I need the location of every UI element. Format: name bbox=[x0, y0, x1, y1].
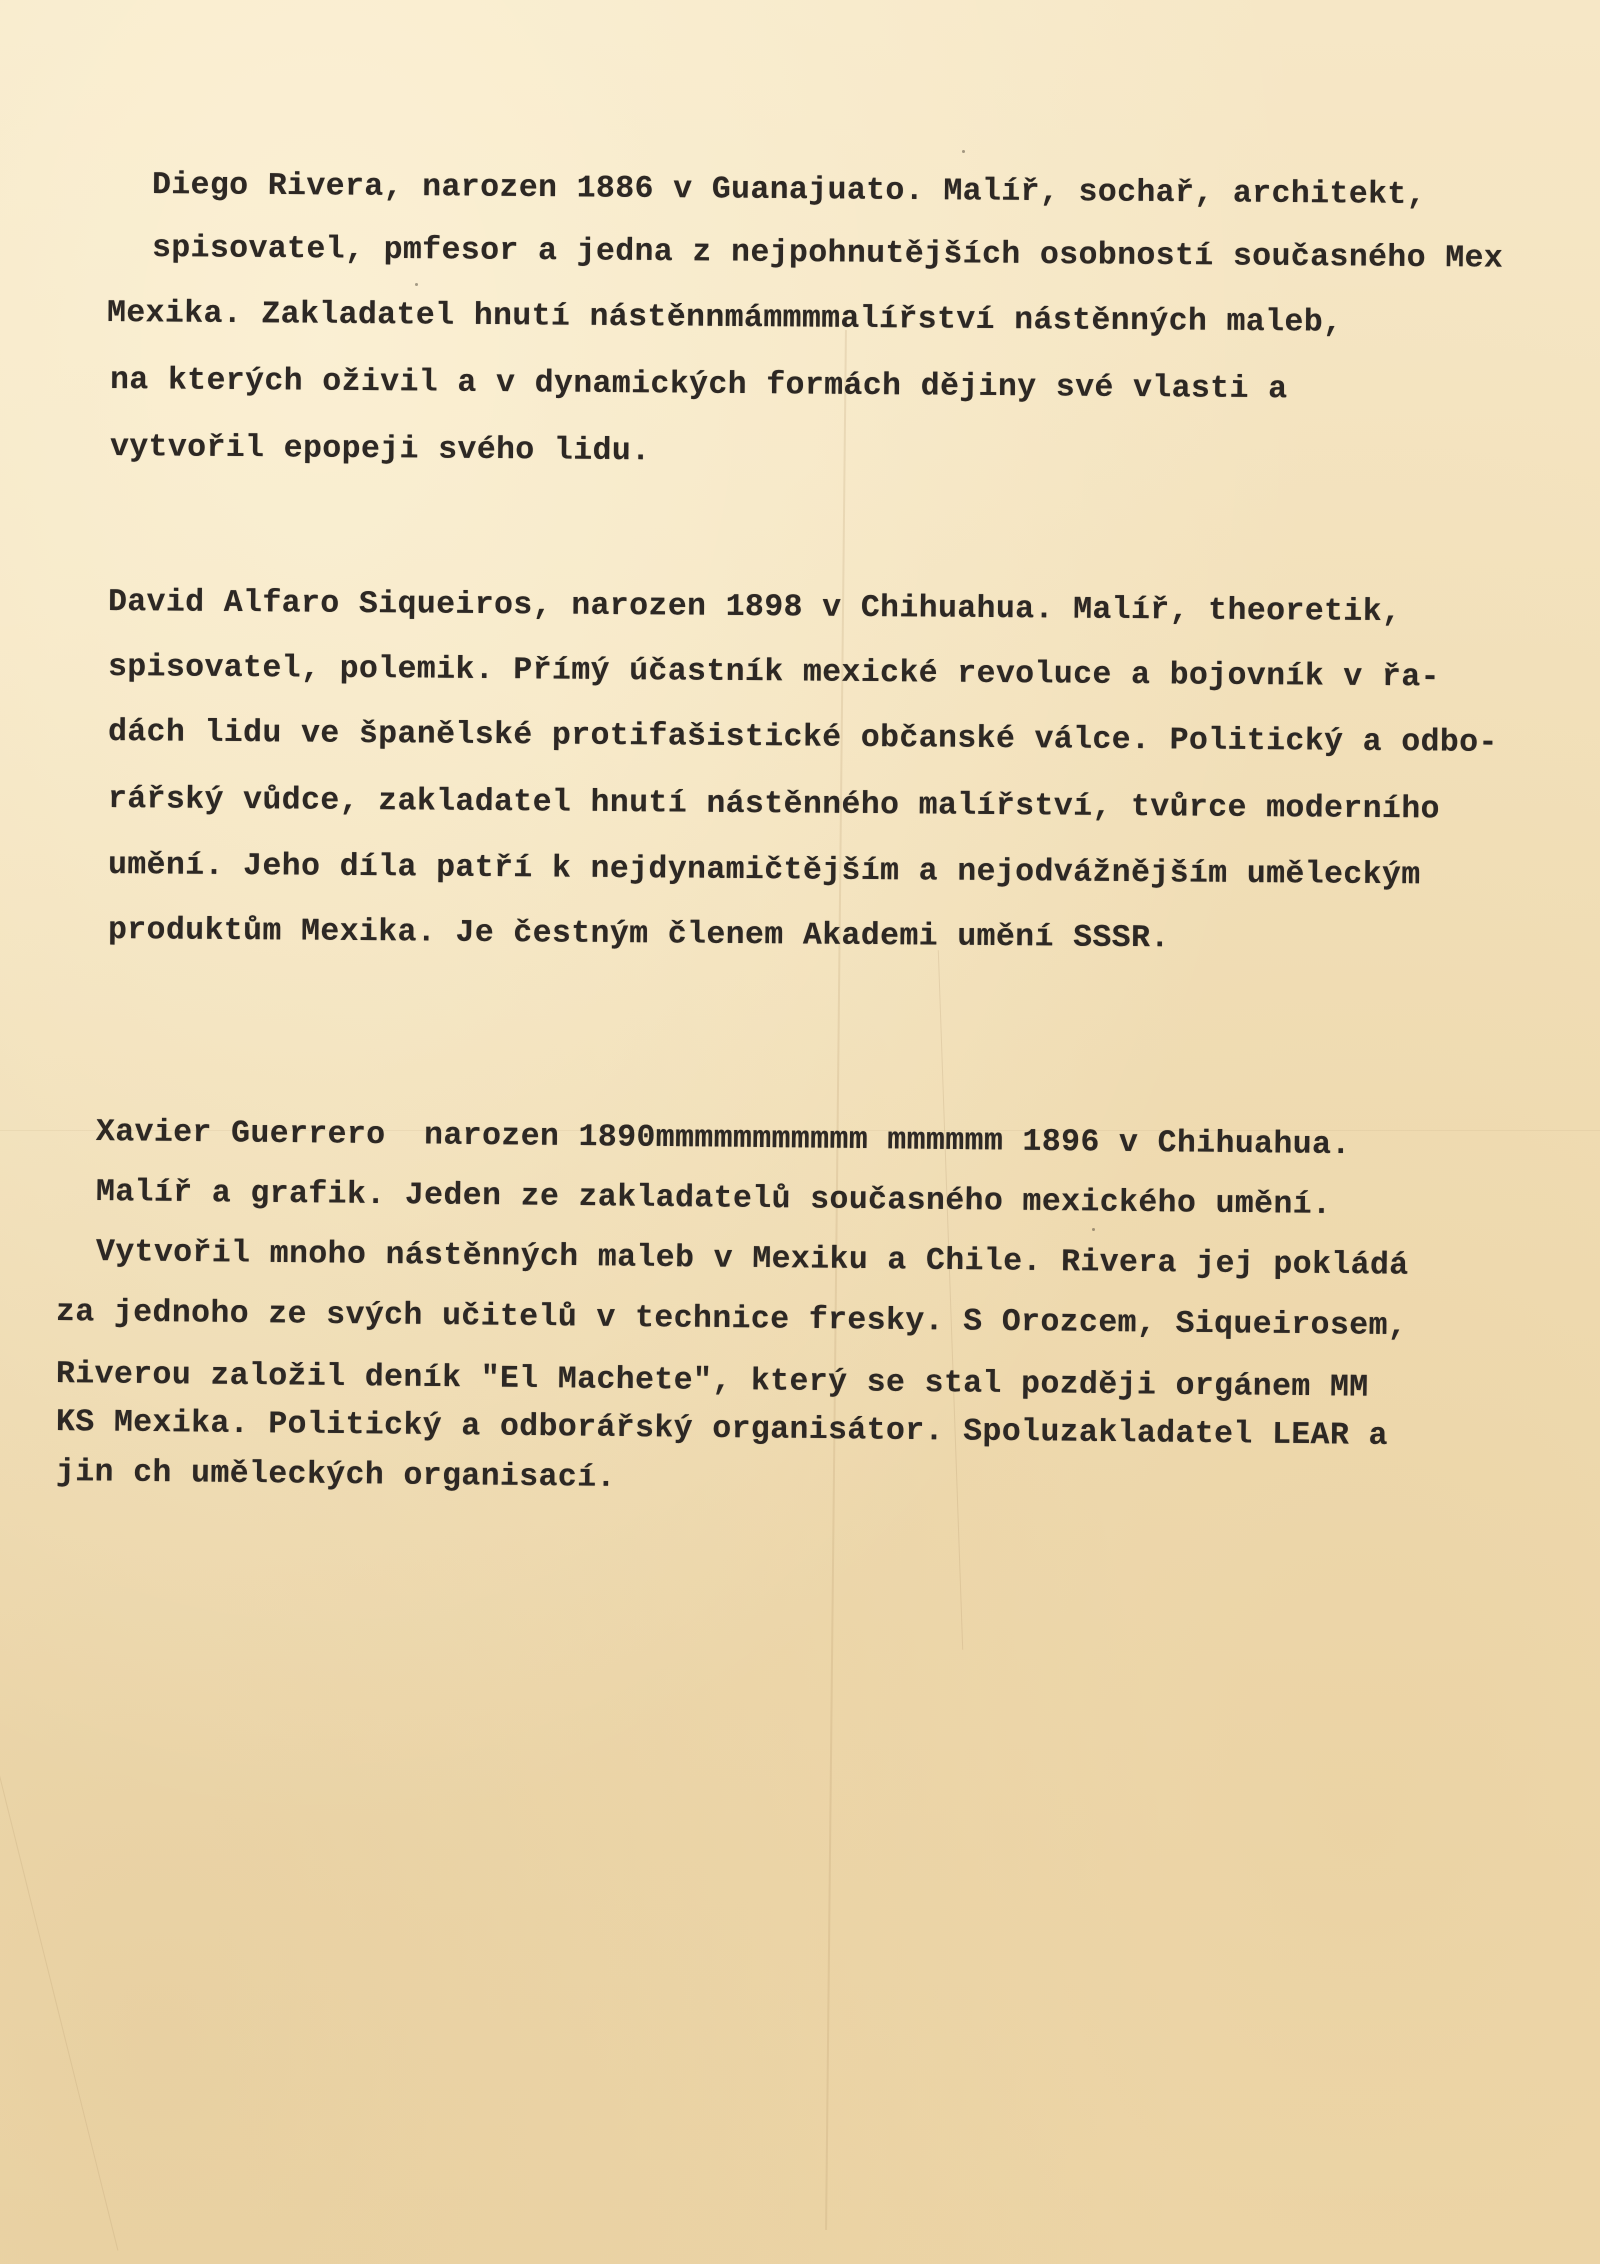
text-line: spisovatel, pmfesor a jedna z nejpohnutějších osobností současného Mex bbox=[151, 231, 1504, 277]
paper-fleck bbox=[962, 150, 965, 153]
text-line: na kterých oživil a v dynamických formách dějiny své vlasti a bbox=[109, 363, 1288, 408]
text-line: Xavier Guerrero narozen 1890mmmmmmmmmmm mmmmmm 1896 v Chihuahua. bbox=[95, 1115, 1351, 1164]
text-line: produktům Mexika. Je čestným členem Akademi umění SSSR. bbox=[107, 913, 1170, 957]
text-line: rářský vůdce, zakladatel hnutí nástěnného malířství, tvůrce moderního bbox=[107, 782, 1441, 828]
text-line: Vytvořil mnoho nástěnných maleb v Mexiku a Chile. Rivera jej pokládá bbox=[95, 1235, 1409, 1284]
paper-fleck bbox=[1092, 1228, 1095, 1231]
paper-crease bbox=[938, 950, 963, 1650]
text-line: David Alfaro Siqueiros, narozen 1898 v Chihuahua. Malíř, theoretik, bbox=[107, 585, 1402, 631]
text-line: Malíř a grafik. Jeden ze zakladatelů současného mexického umění. bbox=[95, 1175, 1332, 1223]
paper-crease bbox=[0, 1629, 118, 2250]
text-line: Riverou založil deník "El Machete", který se stal později orgánem MM bbox=[55, 1357, 1369, 1406]
text-line: vytvořil epopeji svého lidu. bbox=[109, 430, 651, 470]
text-line: Mexika. Zakladatel hnutí nástěnnmámmmmalířství nástěnných maleb, bbox=[106, 296, 1343, 341]
text-line: jin ch uměleckých organisací. bbox=[55, 1455, 616, 1496]
text-line: za jednoho ze svých učitelů v technice fresky. S Orozcem, Siqueirosem, bbox=[55, 1295, 1408, 1345]
text-line: spisovatel, polemik. Přímý účastník mexické revoluce a bojovník v řa- bbox=[107, 650, 1441, 696]
paper-fleck bbox=[415, 283, 418, 286]
text-line: umění. Jeho díla patří k nejdynamičtějším a nejodvážnějším uměleckým bbox=[107, 848, 1421, 894]
text-line: Diego Rivera, narozen 1886 v Guanajuato. Malíř, sochař, architekt, bbox=[151, 168, 1427, 214]
text-line: dách lidu ve španělské protifašistické občanské válce. Politický a odbo- bbox=[107, 715, 1498, 761]
text-line: KS Mexika. Politický a odborářský organisátor. Spoluzakladatel LEAR a bbox=[55, 1405, 1389, 1454]
